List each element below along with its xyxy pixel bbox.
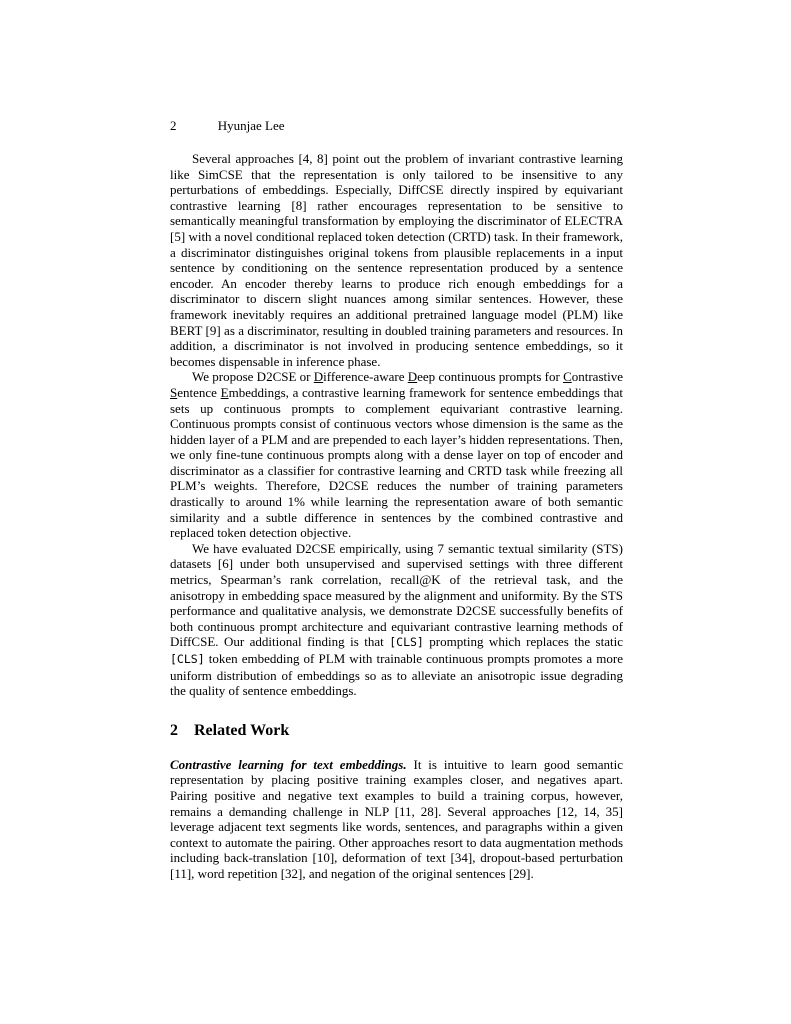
text-segment: We have evaluated D2CSE empirically, using 7 semantic textual similarity (STS) datasets [6] under both unsupervised and supervised settings with three different metrics, Spearman’s rank correlation, recall@K of the retrieval task, and the anisotropy in embedding space measured by the alignment and uniformity. By the STS performance and qualitative analysis, we demonstrate D2CSE successfully benefits of both continuous prompt architecture and equivariant contrastive learning methods of DiffCSE. Our additional finding is that	[170, 540, 623, 650]
text-segment: ifference-aware	[323, 369, 408, 385]
page-content	[170, 118, 623, 882]
text-segment: prompting which replaces the static	[423, 634, 623, 650]
text-segment: token embedding of PLM with trainable continuous prompts promotes a more uniform distribution of embeddings so as to alleviate an anisotropic issue degrading the quality of sentence embeddings.	[170, 651, 623, 699]
section-number: 2	[170, 721, 178, 739]
text-segment: entence	[177, 384, 221, 400]
text-segment: eep continuous prompts for	[417, 369, 564, 385]
page-number: 2	[170, 118, 177, 133]
section-heading	[170, 721, 623, 740]
text-segment: It is intuitive to learn good semantic representation by placing positive training examples closer, and negatives apart. Pairing positive and negative text examples to build a training corpus, however, remains a demanding challenge in NLP [11, 28]. Several approaches [12, 14, 35] leverage adjacent text segments like words, sentences, and paragraphs within a given context to automate the pairing. Other approaches resort to data augmentation methods including back-translation [10], deformation of text [34], dropout-based perturbation [11], word repetition [32], and negation of the original sentences [29].	[170, 756, 623, 881]
running-title: Hyunjae Lee	[217, 118, 285, 133]
text-segment-bold-italic: Contrastive learning for text embeddings.	[170, 756, 407, 772]
text-segment-underline: D	[407, 369, 418, 385]
section-title: Related Work	[194, 721, 290, 739]
text-segment-underline: C	[563, 369, 572, 385]
text-segment-mono: [CLS]	[389, 635, 424, 650]
text-segment: mbeddings, a contrastive learning framework for sentence embeddings that sets up continuous prompts to complement equivariant contrastive learning. Continuous prompts consist of continuous vectors whose dimension is the same as the hidden layer of a PLM and are prepended to each layer’s hidden representations. Then, we only fine-tune continuous prompts along with a dense layer on top of encoder and discriminator as a classifier for contrastive learning and CRTD task while freezing all PLM’s weights. Therefore, D2CSE reduces the number of training parameters drastically to around 1% while learning the representation aware of both semantic similarity and a subtle difference in sentences by the combined contrastive and replaced token detection objective.	[170, 384, 624, 541]
intro-paragraph-1	[170, 151, 623, 369]
text-segment-underline: D	[313, 369, 324, 385]
text-segment: ontrastive	[571, 369, 623, 385]
running-header	[170, 118, 623, 134]
intro-paragraph-3	[170, 541, 623, 699]
text-segment-underline: E	[220, 384, 229, 400]
intro-paragraph-2	[170, 369, 623, 541]
text-segment: We propose D2CSE or	[192, 369, 314, 385]
text-segment-underline: S	[170, 384, 178, 400]
related-work-paragraph-1	[170, 757, 623, 882]
text-segment: Several approaches [4, 8] point out the problem of invariant contrastive learning like SimCSE that the representation is only tailored to be insensitive to any perturbations of embeddings. Especially, DiffCSE directly inspired by equivariant contrastive learning [8] rather encourages representation to be sensitive to semantically meaningful transformation by employing the discriminator of ELECTRA [5] with a novel conditional replaced token detection (CRTD) task. In their framework, a discriminator distinguishes original tokens from plausible replacements in a input sentence by conditioning on the sentence representation produced by a sentence encoder. An encoder thereby learns to produce rich enough embeddings for a discriminator to discern slight nuances among similar sentences. However, these framework inevitably requires an additional pretrained language model (PLM) like BERT [9] as a discriminator, resulting in doubled training parameters and resources. In addition, a discriminator is not involved in producing sentence embeddings, so it becomes dispensable in inference phase.	[170, 151, 623, 369]
text-segment-mono: [CLS]	[170, 652, 205, 666]
